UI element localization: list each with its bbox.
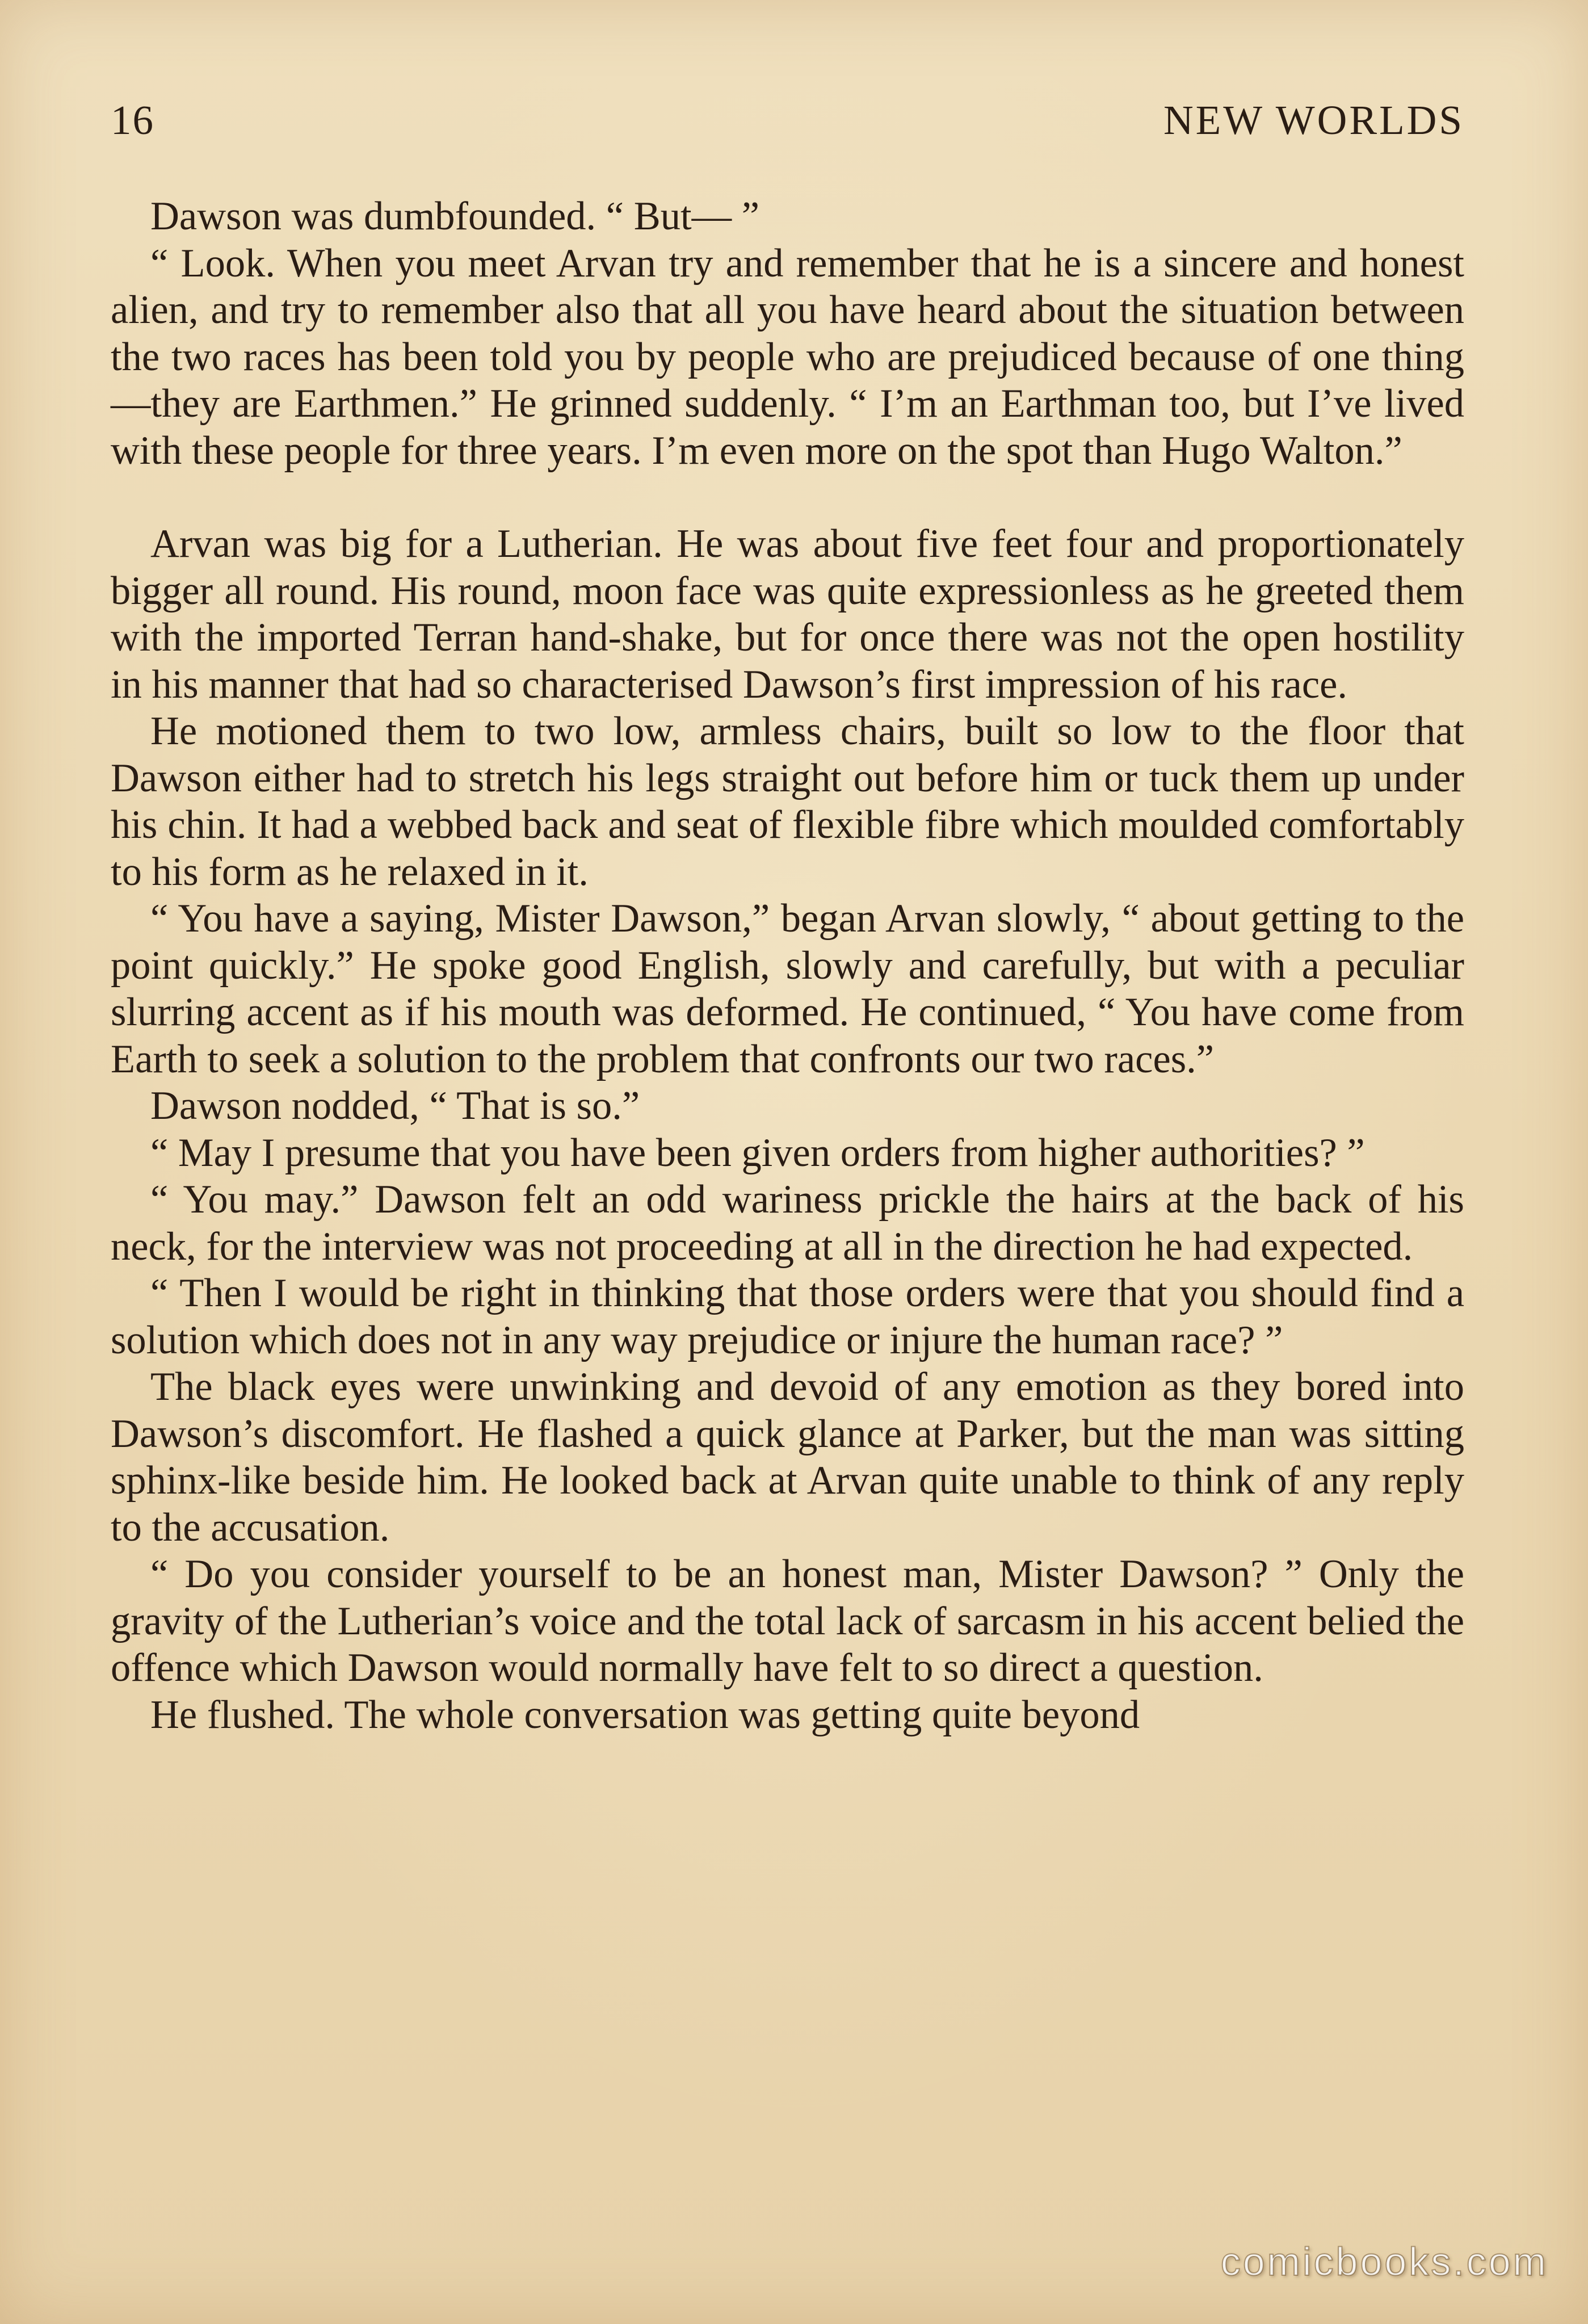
paragraph: “ You have a saying, Mister Dawson,” began Arvan slowly, “ about getting to the point quickly.” He spoke good English, slowly and carefully, but with a peculiar slurring accent as if his mouth was deformed. He continued, “ You have come from Earth to seek a solution to the problem that confronts our two races.” — [111, 896, 1464, 1081]
page-number: 16 — [111, 97, 154, 143]
page-header — [111, 97, 1464, 153]
paragraph: He flushed. The whole conversation was getting quite beyond — [150, 1692, 1140, 1737]
paragraph: The black eyes were unwinking and devoid of any emotion as they bored into Dawson’s discomfort. He flashed a quick glance at Parker, but the man was sitting sphinx-like beside him. He looked back at Arvan quite unable to think of any reply to the accusation. — [111, 1365, 1464, 1550]
paragraph: Dawson was dumbfounded. “ But— ” — [150, 194, 759, 238]
paragraph: “ You may.” Dawson felt an odd wariness prickle the hairs at the back of his neck, for the interview was not proceeding at all in the direction he had expected. — [111, 1177, 1464, 1269]
paragraph: He motioned them to two low, armless chairs, built so low to the floor that Dawson either had to stretch his legs straight out before him or tuck them up under his chin. It had a webbed back and seat of flexible fibre which moulded comfortably to his form as he relaxed in it. — [111, 709, 1464, 894]
paragraph: Dawson nodded, “ That is so.” — [150, 1084, 640, 1128]
watermark: comicbooks.com — [1220, 2239, 1548, 2284]
running-head: NEW WORLDS — [1163, 97, 1464, 143]
paragraph: “ May I presume that you have been given orders from higher authorities? ” — [150, 1130, 1365, 1175]
paragraph: “ Do you consider yourself to be an honest man, Mister Dawson? ” Only the gravity of the Lutherian’s voice and the total lack of sarcasm in his accent belied the offence which Dawson would normally have felt to so direct a question. — [111, 1552, 1464, 1690]
paragraph: “ Look. When you meet Arvan try and remember that he is a sincere and honest alien, and try to remember also that all you have heard about the situation between the two races has been told you by people who are prejudiced because of one thing—they are Earthmen.” He grinned suddenly. “ I’m an Earthman too, but I’ve lived with these people for three years. I’m even more on the spot than Hugo Walton.” — [111, 241, 1464, 473]
paragraph: Arvan was big for a Lutherian. He was about five feet four and proportionately bigger all round. His round, moon face was quite expressionless as he greeted them with the imported Terran hand-shake, but for once there was not the open hostility in his manner that had so characterised Dawson’s first impression of his race. — [111, 522, 1464, 707]
paragraph: “ Then I would be right in thinking that those orders were that you should find a solution which does not in any way prejudice or injure the human race? ” — [111, 1271, 1464, 1362]
body-text — [111, 193, 1464, 1738]
